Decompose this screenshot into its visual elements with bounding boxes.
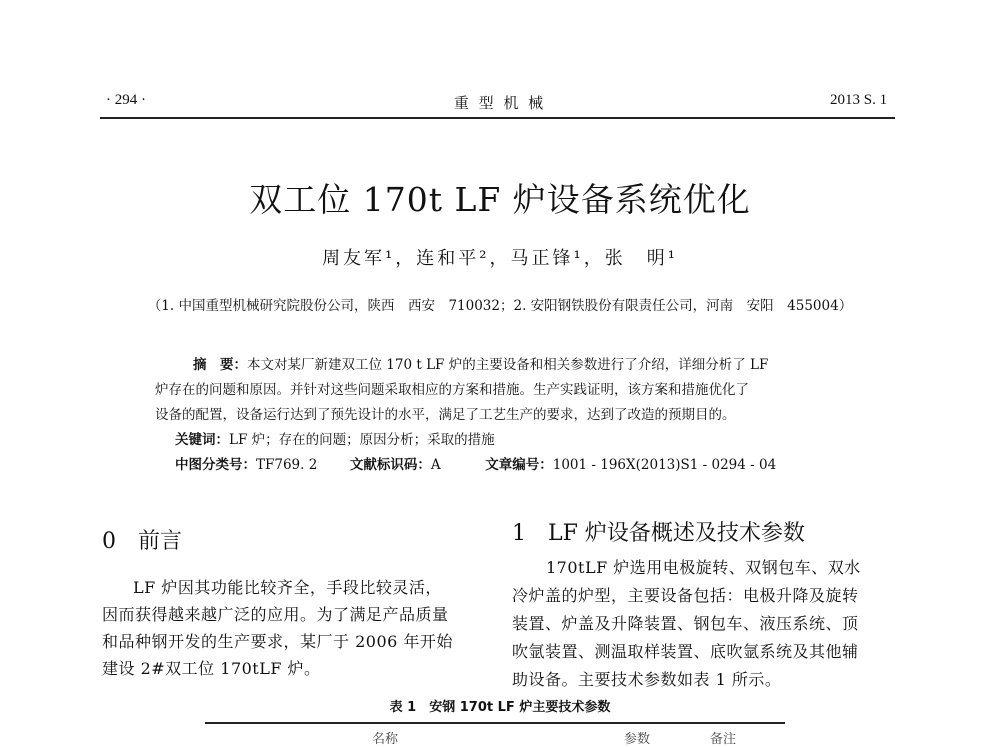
section-0-line: 建设 2#双工位 170tLF 炉。: [102, 659, 321, 678]
abstract-line-1: 摘 要：本文对某厂新建双工位 170 t LF 炉的主要设备和相关参数进行了介绍，详细分析了 LF: [193, 357, 769, 373]
table-column-header: 备注: [710, 732, 737, 747]
table-caption: 表 1 安钢 170t LF 炉主要技术参数: [389, 700, 611, 715]
author-list: 周友军¹，连和平²，马正锋¹，张 明¹: [322, 248, 678, 269]
affiliation: （1. 中国重型机械研究院股份公司，陕西 西安 710032；2. 安阳钢铁股份有限责任公司，河南 安阳 455004）: [147, 298, 853, 314]
keywords: 关键词：LF 炉；存在的问题；原因分析；采取的措施: [175, 432, 495, 448]
section-1-line: 吹氩装置、测温取样装置、底吹氩系统及其他辅: [512, 642, 859, 661]
keywords-label: 关键词：: [175, 432, 229, 448]
paper-title: 双工位 170t LF 炉设备系统优化: [249, 180, 751, 219]
section-1-line: 装置、炉盖及升降装置、钢包车、液压系统、顶: [512, 614, 859, 633]
section-1-heading: 1 LF 炉设备概述及技术参数: [512, 521, 805, 546]
page-number: · 294 ·: [106, 92, 146, 108]
abstract-line-3: 设备的配置，设备运行达到了预先设计的水平，满足了工艺生产的要求，达到了改造的预期目的。: [155, 407, 736, 423]
section-0-line: 和品种钢开发的生产要求，某厂于 2006 年开始: [102, 632, 453, 651]
section-1-line: 助设备。主要技术参数如表 1 所示。: [512, 670, 782, 689]
section-0-line: LF 炉因其功能比较齐全，手段比较灵活，: [133, 578, 442, 597]
section-1-line: 170tLF 炉选用电极旋转、双钢包车、双水: [546, 558, 861, 577]
journal-name: 重 型 机 械: [453, 96, 547, 112]
section-0-line: 因而获得越来越广泛的应用。为了满足产品质量: [102, 605, 449, 624]
classification-line: 中图分类号：TF769. 2 文献标识码：A 文章编号：1001 - 196X(2013)S1 - 0294 - 04: [175, 457, 777, 473]
abstract-label: 摘 要：: [193, 357, 247, 373]
section-0-heading: 0 前言: [102, 529, 182, 554]
section-1-line: 冷炉盖的炉型，主要设备包括：电极升降及旋转: [512, 586, 859, 605]
abstract-line-2: 炉存在的问题和原因。并针对这些问题采取相应的方案和措施。生产实践证明，该方案和措施优化了: [155, 382, 749, 398]
header-rule: [100, 117, 895, 119]
table-column-header: 名称: [372, 732, 399, 747]
issue-label: 2013 S. 1: [830, 92, 888, 108]
table-top-rule: [205, 722, 785, 724]
table-column-header: 参数: [624, 732, 651, 747]
